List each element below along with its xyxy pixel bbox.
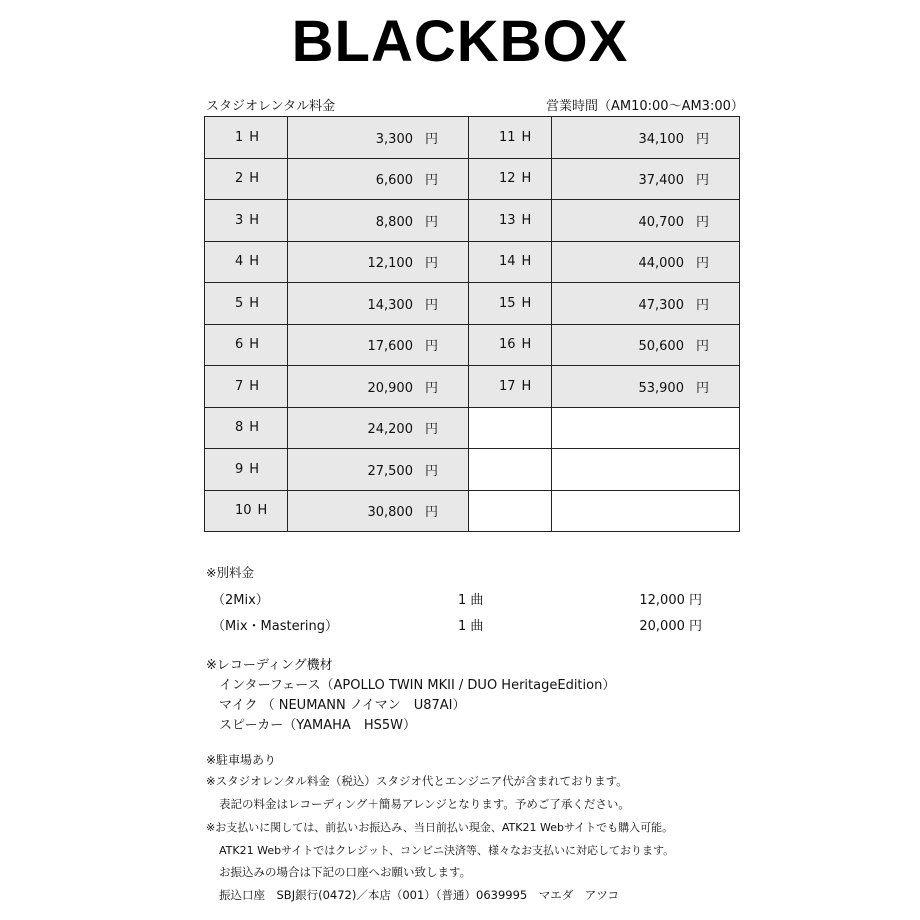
rental-rate-title: スタジオレンタル料金 xyxy=(206,99,336,114)
equipment-title: ※レコーディング機材 xyxy=(206,658,333,673)
hour-cell: 10 H xyxy=(205,490,288,532)
price-cell: 6,600 円 xyxy=(288,158,469,200)
price-cell: 14,300 円 xyxy=(288,283,469,325)
rental-price-table xyxy=(204,116,740,532)
hour-cell: 14 H xyxy=(469,241,552,283)
hour-cell: 1 H xyxy=(205,117,288,159)
price-cell: 3,300 円 xyxy=(288,117,469,159)
extra-item-mix-mastering xyxy=(204,615,702,633)
table-row xyxy=(205,117,740,159)
price-cell: 17,600 円 xyxy=(288,324,469,366)
table-row xyxy=(205,366,740,408)
hour-cell: 9 H xyxy=(205,449,288,491)
price-cell: 40,700 円 xyxy=(552,200,740,242)
hour-cell: 3 H xyxy=(205,200,288,242)
note-tax: ※スタジオレンタル料金（税込）スタジオ代とエンジニア代が含まれております。 xyxy=(206,774,628,788)
price-cell: 44,000 円 xyxy=(552,241,740,283)
equipment-item: マイク （ NEUMANN ノイマン U87AI） xyxy=(219,698,466,713)
extra-item-name: （2Mix） xyxy=(212,593,269,608)
price-cell: 37,400 円 xyxy=(552,158,740,200)
note-arrangement: 表記の料金はレコーディング＋簡易アレンジとなります。予めご了承ください。 xyxy=(219,797,630,811)
table-row xyxy=(205,490,740,532)
business-hours: 営業時間（AM10:00～AM3:00） xyxy=(546,99,744,114)
extra-item-name: （Mix・Mastering） xyxy=(212,619,339,634)
hour-cell: 12 H xyxy=(469,158,552,200)
price-cell: 24,200 円 xyxy=(288,407,469,449)
hour-cell: 2 H xyxy=(205,158,288,200)
hour-cell: 6 H xyxy=(205,324,288,366)
note-bank-account: 振込口座 SBJ銀行(0472)／本店（001）（普通）0639995 マエダ アツコ xyxy=(219,888,620,902)
price-cell: 53,900 円 xyxy=(552,366,740,408)
table-row xyxy=(205,324,740,366)
hour-cell: 17 H xyxy=(469,366,552,408)
price-cell: 30,800 円 xyxy=(288,490,469,532)
note-payment-methods: ATK21 Webサイトではクレジット、コンビニ決済等、様々なお支払いに対応しております。 xyxy=(219,844,675,857)
empty-cell xyxy=(552,490,740,532)
hour-cell: 15 H xyxy=(469,283,552,325)
price-cell: 20,900 円 xyxy=(288,366,469,408)
table-row xyxy=(205,283,740,325)
empty-cell xyxy=(552,407,740,449)
table-row xyxy=(205,200,740,242)
table-row xyxy=(205,158,740,200)
empty-cell xyxy=(469,407,552,449)
equipment-item: スピーカー（YAMAHA HS5W） xyxy=(219,718,416,733)
extra-item-price: 12,000 円 xyxy=(639,593,702,608)
empty-cell xyxy=(469,490,552,532)
price-cell: 27,500 円 xyxy=(288,449,469,491)
extra-charges-title: ※別料金 xyxy=(206,565,254,580)
price-cell: 34,100 円 xyxy=(552,117,740,159)
note-payment: ※お支払いに関しては、前払いお振込み、当日前払い現金、ATK21 Webサイトでも購入可能。 xyxy=(206,821,674,834)
equipment-item: インターフェース（APOLLO TWIN MKII / DUO HeritageEdition） xyxy=(219,678,616,693)
extra-item-2mix xyxy=(204,589,702,607)
table-row xyxy=(205,449,740,491)
hour-cell: 13 H xyxy=(469,200,552,242)
note-transfer: お振込みの場合は下記の口座へお願い致します。 xyxy=(219,865,472,879)
price-cell: 50,600 円 xyxy=(552,324,740,366)
extra-item-price: 20,000 円 xyxy=(639,619,702,634)
hour-cell: 5 H xyxy=(205,283,288,325)
extra-item-qty: 1 曲 xyxy=(458,593,484,608)
extra-item-qty: 1 曲 xyxy=(458,619,484,634)
hour-cell: 11 H xyxy=(469,117,552,159)
empty-cell xyxy=(552,449,740,491)
price-cell: 12,100 円 xyxy=(288,241,469,283)
hour-cell: 7 H xyxy=(205,366,288,408)
table-row xyxy=(205,407,740,449)
table-row xyxy=(205,241,740,283)
hour-cell: 4 H xyxy=(205,241,288,283)
hour-cell: 16 H xyxy=(469,324,552,366)
price-cell: 8,800 円 xyxy=(288,200,469,242)
brand-title: BLACKBOX xyxy=(291,9,629,74)
hour-cell: 8 H xyxy=(205,407,288,449)
note-parking: ※駐車場あり xyxy=(206,753,277,767)
empty-cell xyxy=(469,449,552,491)
price-cell: 47,300 円 xyxy=(552,283,740,325)
